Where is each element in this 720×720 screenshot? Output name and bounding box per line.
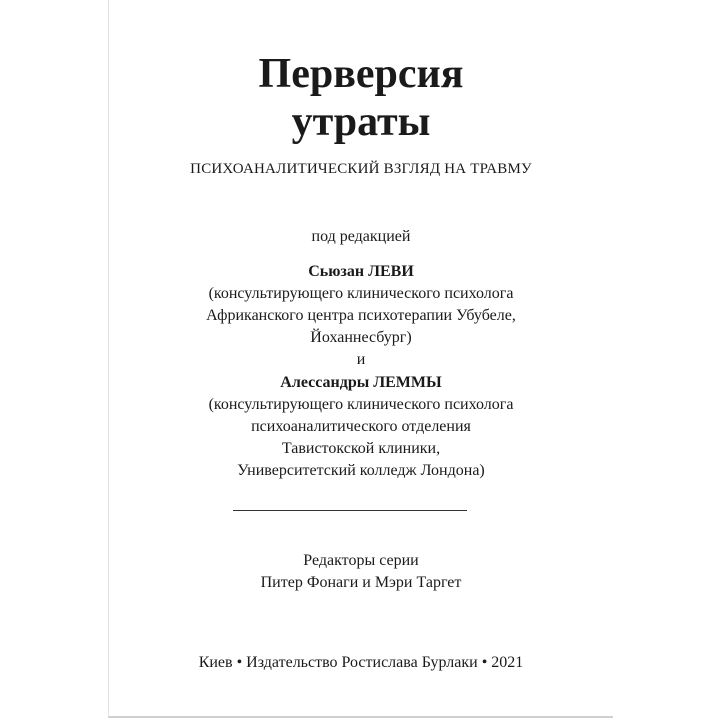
editor2-affiliation-4: Университетский колледж Лондона): [237, 462, 485, 479]
editor1-affiliation-2: Африканского центра психотерапии Убубеле,: [206, 307, 516, 324]
series-editors-names: Питер Фонаги и Мэри Таргет: [260, 574, 462, 591]
divider-rule: [233, 510, 467, 511]
editor2-affiliation-1: (консультирующего клинического психолога: [208, 396, 514, 413]
series-editors-label: Редакторы серии: [303, 552, 419, 569]
imprint: Киев • Издательство Ростислава Бурлаки • 2021: [198, 654, 524, 671]
book-title-line-1: Перверсия: [258, 51, 464, 97]
editor1-affiliation-3: Йоханнесбург): [310, 329, 412, 346]
editor2-affiliation-2: психоаналитического отделения: [251, 418, 471, 435]
edited-by-label: под редакцией: [311, 228, 411, 245]
editor2-affiliation-3: Тавистокской клиники,: [281, 440, 441, 457]
editor1-name: Сьюзан ЛЕВИ: [308, 263, 414, 280]
title-page: [108, 0, 613, 718]
book-subtitle: ПСИХОАНАЛИТИЧЕСКИЙ ВЗГЛЯД НА ТРАВМУ: [190, 161, 532, 177]
book-title-line-2: утраты: [291, 99, 431, 145]
conjunction: и: [356, 351, 366, 368]
editor2-name: Алессандры ЛЕММЫ: [280, 374, 442, 391]
editor1-affiliation-1: (консультирующего клинического психолога: [208, 285, 514, 302]
